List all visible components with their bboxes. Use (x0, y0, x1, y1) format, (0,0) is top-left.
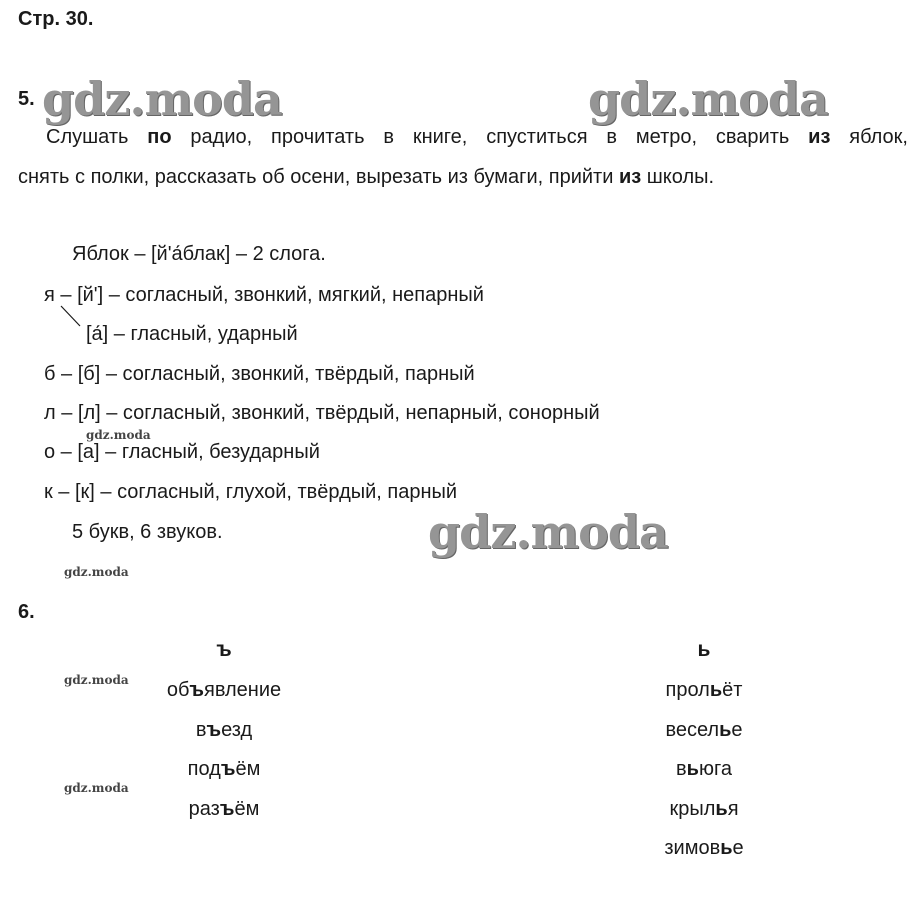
watermark-small: gdz.moda (64, 565, 129, 579)
text-fragment: под (187, 758, 221, 780)
analysis-row: я – [й'] – согласный, звонкий, мягкий, непарный (44, 284, 484, 306)
bold-fragment: ъ (220, 758, 236, 780)
analysis-row: к – [к] – согласный, глухой, твёрдый, парный (44, 481, 458, 503)
word-item (139, 719, 309, 742)
task5-line2 (18, 157, 908, 197)
bold-fragment: ъ (189, 679, 205, 701)
text-fragment: ём (234, 797, 260, 820)
page-title: Стр. 30. (18, 8, 94, 30)
text-fragment: явление (204, 679, 282, 701)
column-header-hard-sign: ъ (216, 638, 232, 661)
word-item (139, 758, 309, 781)
text-fragment: езд (221, 718, 253, 741)
watermark-small: gdz.moda (86, 428, 151, 442)
analysis-row: [а́] – гласный, ударный (86, 323, 298, 345)
text-fragment: я (727, 797, 739, 820)
text-fragment: ёт (722, 679, 743, 701)
word-item (619, 837, 789, 860)
task5-line1 (18, 117, 908, 157)
bold-fragment: из (808, 126, 831, 148)
analysis-title: Яблок – [й'а́блак] – 2 слога. (72, 243, 326, 265)
text-fragment: в (676, 758, 687, 780)
task5-paragraph (18, 117, 908, 197)
text-fragment: е (731, 718, 743, 741)
text-fragment: школы. (641, 166, 715, 188)
bold-fragment: ь (686, 758, 699, 780)
text-fragment: раз (188, 797, 220, 820)
word-item (139, 679, 309, 702)
word-item (619, 719, 789, 742)
analysis-row: о – [а] – гласный, безударный (44, 441, 320, 463)
task6-number: 6. (18, 601, 35, 623)
watermark-logo: gdz.moda (588, 72, 828, 126)
word-item (139, 798, 309, 821)
watermark-small: gdz.moda (64, 673, 129, 687)
branch-line-icon (58, 304, 84, 328)
bold-fragment: ь (709, 679, 723, 701)
bold-fragment: ъ (219, 797, 235, 820)
bold-fragment: ь (719, 718, 732, 741)
text-fragment: в (195, 718, 207, 741)
word-item (619, 798, 789, 821)
watermark-logo: gdz.moda (428, 505, 668, 559)
analysis-summary: 5 букв, 6 звуков. (72, 521, 223, 543)
bold-fragment: из (618, 166, 642, 188)
column-header-soft-sign: ь (697, 638, 711, 661)
text-fragment: ём (235, 758, 261, 780)
text-fragment: радио, прочитать в книге, спуститься в метро, сварить (171, 126, 809, 148)
bold-fragment: ъ (206, 718, 222, 741)
analysis-row: л – [л] – согласный, звонкий, твёрдый, непарный, сонорный (44, 402, 600, 424)
bold-fragment: ь (715, 797, 728, 820)
text-fragment: крыл (669, 797, 716, 820)
watermark-logo: gdz.moda (42, 72, 282, 126)
word-item (619, 758, 789, 781)
text-fragment: зимов (664, 837, 721, 859)
task5-number: 5. (18, 88, 35, 110)
analysis-row: б – [б] – согласный, звонкий, твёрдый, парный (44, 363, 475, 385)
word-item (619, 679, 789, 702)
text-fragment: яблок, (830, 126, 908, 148)
text-fragment: весел (665, 718, 720, 741)
bold-fragment: по (147, 126, 172, 148)
bold-fragment: ь (720, 837, 733, 859)
text-fragment: снять с полки, рассказать об осени, вырезать из бумаги, прийти (18, 166, 619, 188)
text-fragment: юга (698, 758, 732, 780)
text-fragment: об (166, 679, 190, 701)
text-fragment: е (732, 837, 744, 859)
watermark-small: gdz.moda (64, 781, 129, 795)
text-fragment: Слушать (46, 126, 148, 148)
text-fragment: прол (665, 679, 710, 701)
